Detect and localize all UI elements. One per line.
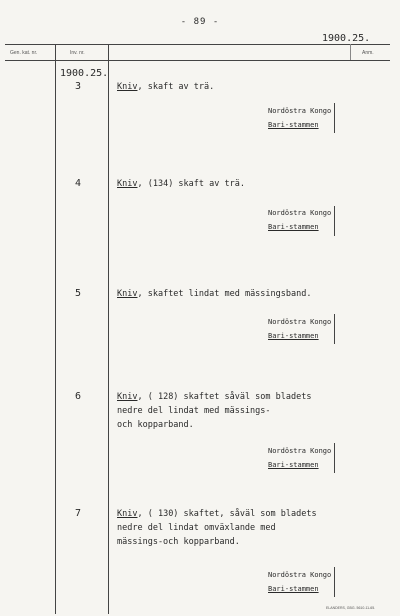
entry-number: 3 [74,81,82,92]
entry-description [117,390,311,432]
header-bottom-rule [5,60,390,61]
entry-location [268,104,331,132]
entry-number: 6 [74,391,82,402]
column-header-anm: Anm. [362,50,374,56]
description-line: nedre del lindat omväxlande med [117,523,276,533]
description-line: , skaftet lindat med mässingsband. [137,289,312,299]
entry-location [268,444,331,472]
region-label: Nordöstra Kongo [268,107,332,115]
entry-location [268,206,331,234]
description-line: mässings-och kopparband. [117,537,240,547]
column-rule-anm-header [350,44,351,60]
description-line: nedre del lindat med mässings- [117,406,271,416]
entry-location [268,568,331,596]
year-header: 1900.25. [322,33,371,44]
year-entry: 1900.25. [60,68,109,79]
printer-imprint: ELANDERS, GBG. 5610-11-65. [326,606,376,610]
tribe-label: Bari-stammen [268,332,319,340]
description-line: , ( 128) skaftet såväl som bladets [137,392,312,402]
location-bracket [334,314,335,344]
column-rule-gen-inv [55,44,56,614]
header-top-rule [5,44,390,45]
object-noun: Kniv [117,509,138,519]
object-noun: Kniv [117,179,138,189]
region-label: Nordöstra Kongo [268,318,332,326]
entry-description [117,287,311,301]
region-label: Nordöstra Kongo [268,209,332,217]
tribe-label: Bari-stammen [268,585,319,593]
entry-description [117,177,245,191]
location-bracket [334,206,335,236]
column-rule-inv-text [108,44,109,614]
entry-location [268,315,331,343]
object-noun: Kniv [117,289,138,299]
location-bracket [334,103,335,133]
description-line: , ( 130) skaftet, såväl som bladets [137,509,317,519]
page-number: - 89 - [180,17,220,27]
description-line: , skaft av trä. [137,82,215,92]
tribe-label: Bari-stammen [268,223,319,231]
description-line: , (134) skaft av trä. [137,179,245,189]
location-bracket [334,443,335,473]
column-header-inv: Inv. nr. [70,50,85,56]
entry-number: 4 [74,178,82,189]
object-noun: Kniv [117,82,138,92]
tribe-label: Bari-stammen [268,121,319,129]
entry-description [117,507,317,549]
description-line: och kopparband. [117,420,194,430]
location-bracket [334,567,335,597]
tribe-label: Bari-stammen [268,461,319,469]
entry-number: 7 [74,508,82,519]
entry-description [117,80,214,94]
region-label: Nordöstra Kongo [268,571,332,579]
column-header-gen-kat: Gen. kat. nr. [10,50,38,56]
object-noun: Kniv [117,392,138,402]
entry-number: 5 [74,288,82,299]
region-label: Nordöstra Kongo [268,447,332,455]
